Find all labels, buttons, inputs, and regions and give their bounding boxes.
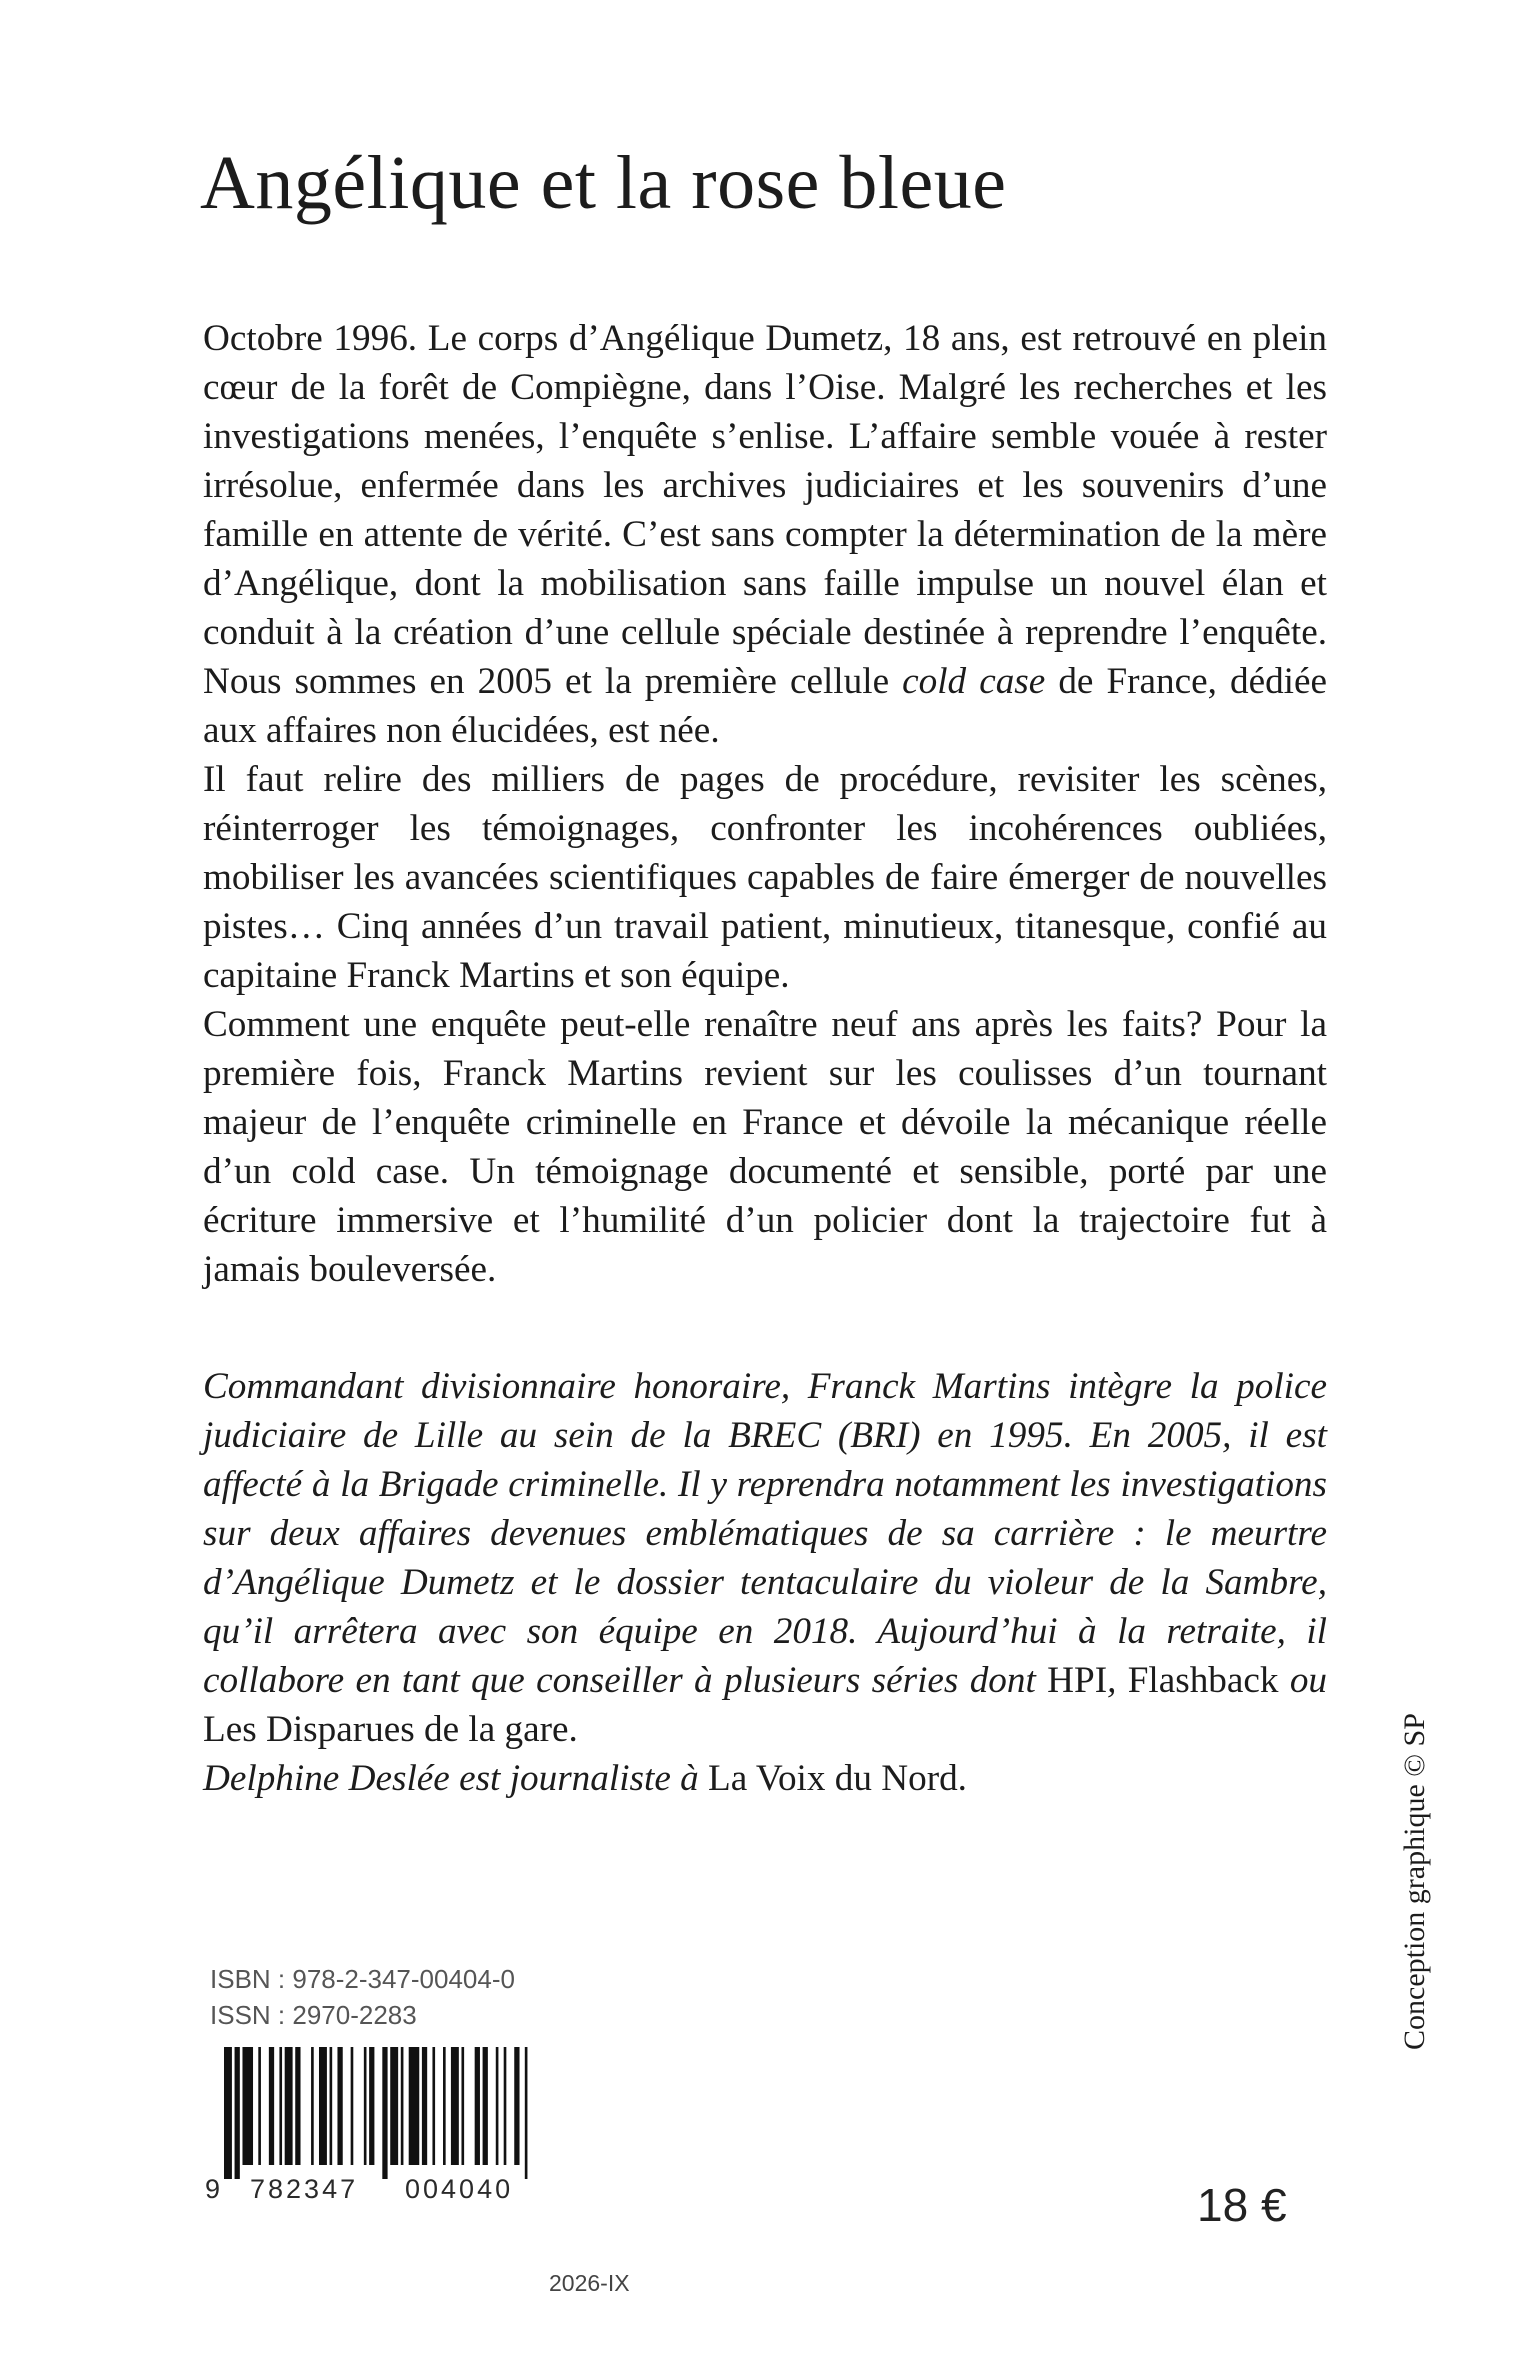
summary-text: Octobre 1996. Le corps d’Angélique Dumetz, 18 ans, est retrouvé en plein cœur de la forêt de Compiègne, dans l’Oise. Malgré les recherches et les investigations menées, l’enquête s’enlise. L’affaire semble vouée à rester irrésolue, enfermée dans les archives judiciaires et les souvenirs d’une famille en attente de vérité. C’est sans compter la détermination de la mère d’Angélique, dont la mobilisation sans faille impulse un nouvel élan et conduit à la création d’une cellule spéciale destinée à reprendre l’enquête. Nous sommes en 2005 et la première cellule xyxy=(203,318,1327,702)
isbn-label: ISBN : 978-2-347-00404-0 xyxy=(210,1964,515,1994)
barcode-bar xyxy=(351,2047,354,2165)
series-title: HPI xyxy=(1047,1660,1108,1701)
barcode-bar xyxy=(382,2047,387,2179)
barcode-bar xyxy=(525,2047,528,2179)
barcode-bar xyxy=(337,2047,342,2165)
barcode-bar xyxy=(279,2047,282,2165)
bio-text: Commandant divisionnaire honoraire, Franck Martins intègre la police judiciaire de Lille au sein de la BREC (BRI) en 1995. En 2005, il est affecté à la Brigade criminelle. Il y reprendra notamment les investigations sur deux affaires devenues emblématiques de sa carrière : le meurtre d’Angélique Dumetz et le dossier tentaculaire du violeur de la Sambre, qu’il arrêtera avec son équipe en 2018. Aujourd’hui à la retraite, il collabore en tant que conseiller à plusieurs séries dont xyxy=(203,1366,1327,1701)
barcode-bar xyxy=(311,2047,314,2165)
bio-punctuation: . xyxy=(568,1709,578,1750)
barcode-bar xyxy=(242,2047,253,2165)
barcode-bar xyxy=(483,2047,488,2165)
bio-separator: , xyxy=(1107,1660,1117,1701)
bio-paragraph-2 xyxy=(203,1754,1327,1803)
summary-paragraph-1 xyxy=(203,314,1327,755)
summary-text: de France, dédiée aux affaires non élucidées, est née. xyxy=(203,661,1328,751)
barcode-bar xyxy=(295,2047,300,2165)
barcode-first-digit: 9 xyxy=(205,2174,224,2204)
barcode-bar xyxy=(409,2047,420,2165)
barcode-bar xyxy=(461,2047,464,2165)
issn-label: ISSN : 2970-2283 xyxy=(210,2000,417,2030)
back-cover-summary xyxy=(203,314,1327,1294)
barcode-bar xyxy=(496,2047,499,2165)
barcode-bar xyxy=(475,2047,480,2165)
barcode-bar xyxy=(390,2047,398,2165)
barcode-bar xyxy=(285,2047,293,2165)
summary-paragraph-2: Il faut relire des milliers de pages de procédure, revisiter les scènes, réinterroger les témoignages, confronter les incohérences oubliées, mobiliser les avancées scientifiques capables de faire émerger de nouvelles pistes… Cinq années d’un travail patient, minutieux, titanesque, confié au capitaine Franck Martins et son équipe. xyxy=(203,759,1327,996)
barcode xyxy=(222,2047,542,2179)
book-title: Angélique et la rose bleue xyxy=(200,141,1007,225)
barcode-bar xyxy=(401,2047,404,2165)
barcode-bar xyxy=(451,2047,459,2165)
series-title: Les Disparues de la gare xyxy=(203,1709,569,1750)
newspaper-title: La Voix du Nord xyxy=(708,1758,958,1799)
barcode-bar xyxy=(269,2047,274,2165)
barcode-bar xyxy=(319,2047,327,2165)
barcode-bar xyxy=(224,2047,232,2179)
barcode-bar xyxy=(258,2047,261,2165)
barcode-bar xyxy=(443,2047,446,2165)
price-label: 18 € xyxy=(1197,2179,1287,2231)
barcode-left-digits: 782347 xyxy=(250,2174,359,2204)
bio-separator: ou xyxy=(1278,1660,1328,1701)
publication-codes xyxy=(210,1961,515,2033)
barcode-bar xyxy=(422,2047,427,2165)
summary-paragraph-3: Comment une enquête peut-elle renaître neuf ans après les faits? Pour la première fois, Franck Martins revient sur les coulisses d’un tournant majeur de l’enquête criminelle en France et dévoile la mécanique réelle d’un cold case. Un témoignage documenté et sensible, porté par une écriture immersive et l’humilité d’un policier dont la trajectoire fut à jamais bouleversée. xyxy=(203,1004,1327,1290)
barcode-bar xyxy=(235,2047,240,2179)
barcode-bar xyxy=(369,2047,374,2165)
barcode-bar xyxy=(432,2047,435,2165)
barcode-bar xyxy=(504,2047,507,2165)
author-bio xyxy=(203,1362,1327,1803)
edition-code: 2026-IX xyxy=(549,2270,630,2296)
barcode-bar xyxy=(514,2047,519,2165)
barcode-right-digits: 004040 xyxy=(405,2174,514,2204)
bio-punctuation: . xyxy=(957,1758,967,1799)
barcode-bar xyxy=(364,2047,367,2165)
bio-paragraph-1 xyxy=(203,1362,1327,1754)
barcode-bar xyxy=(330,2047,333,2165)
design-credit: Conception graphique © SP xyxy=(1398,1713,1431,2050)
bio-text: Delphine Deslée est journaliste à xyxy=(203,1758,709,1799)
series-title: Flashback xyxy=(1127,1660,1279,1701)
summary-italic-term: cold case xyxy=(902,661,1046,702)
